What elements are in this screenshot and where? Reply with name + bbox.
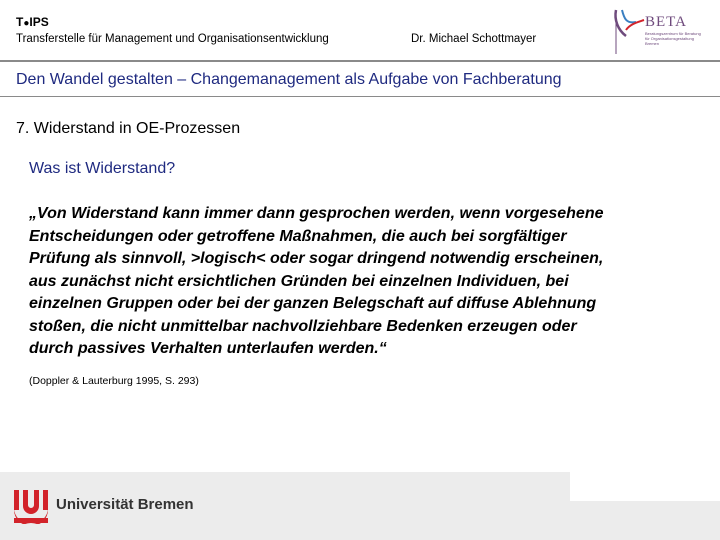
- org-long-name: Transferstelle für Management und Organisationsentwicklung: [16, 33, 329, 45]
- beta-logo-text: BETA: [645, 14, 687, 30]
- org-short-name: T●IPS: [16, 15, 49, 29]
- title-divider-top: [0, 60, 720, 62]
- footer-white-block: [570, 472, 720, 501]
- author-name: Dr. Michael Schottmayer: [411, 33, 537, 45]
- slide-title: Den Wandel gestalten – Changemanagement als Aufgabe von Fachberatung: [16, 71, 562, 88]
- university-name: Universität Bremen: [56, 496, 194, 513]
- definition-quote: [29, 203, 699, 361]
- university-logo-icon: [14, 488, 48, 524]
- bullet-dot-icon: ●: [23, 18, 30, 29]
- section-heading: 7. Widerstand in OE-Prozessen: [16, 120, 241, 137]
- quote-line: stoßen, die nicht unmittelbar nachvollziehbare Bedenken erzeugen oder: [29, 317, 577, 335]
- slide-header: [0, 0, 720, 60]
- citation: (Doppler & Lauterburg 1995, S. 293): [29, 375, 199, 387]
- quote-line: aus zunächst nicht ersichtlichen Gründen bei einzelnen Individuen, bei: [29, 272, 569, 290]
- question-heading: Was ist Widerstand?: [29, 160, 176, 177]
- quote-line: durch passives Verhalten unterlaufen werden.“: [29, 340, 387, 357]
- title-divider-bottom: [0, 96, 720, 97]
- quote-line: „Von Widerstand kann immer dann gesprochen werden, wenn vorgesehene: [29, 205, 604, 222]
- quote-line: Entscheidungen oder getroffene Maßnahmen, die auch bei sorgfältiger: [29, 227, 567, 245]
- quote-line: Prüfung als sinnvoll, >logisch< oder sogar dringend notwendig erscheinen,: [29, 250, 604, 267]
- quote-line: einzelnen Gruppen oder bei der ganzen Belegschaft auf diffuse Ablehnung: [29, 295, 597, 312]
- beta-logo-subtext: Beratungszentrum für Beratung für Organisationsgestaltung Bremen: [645, 31, 701, 46]
